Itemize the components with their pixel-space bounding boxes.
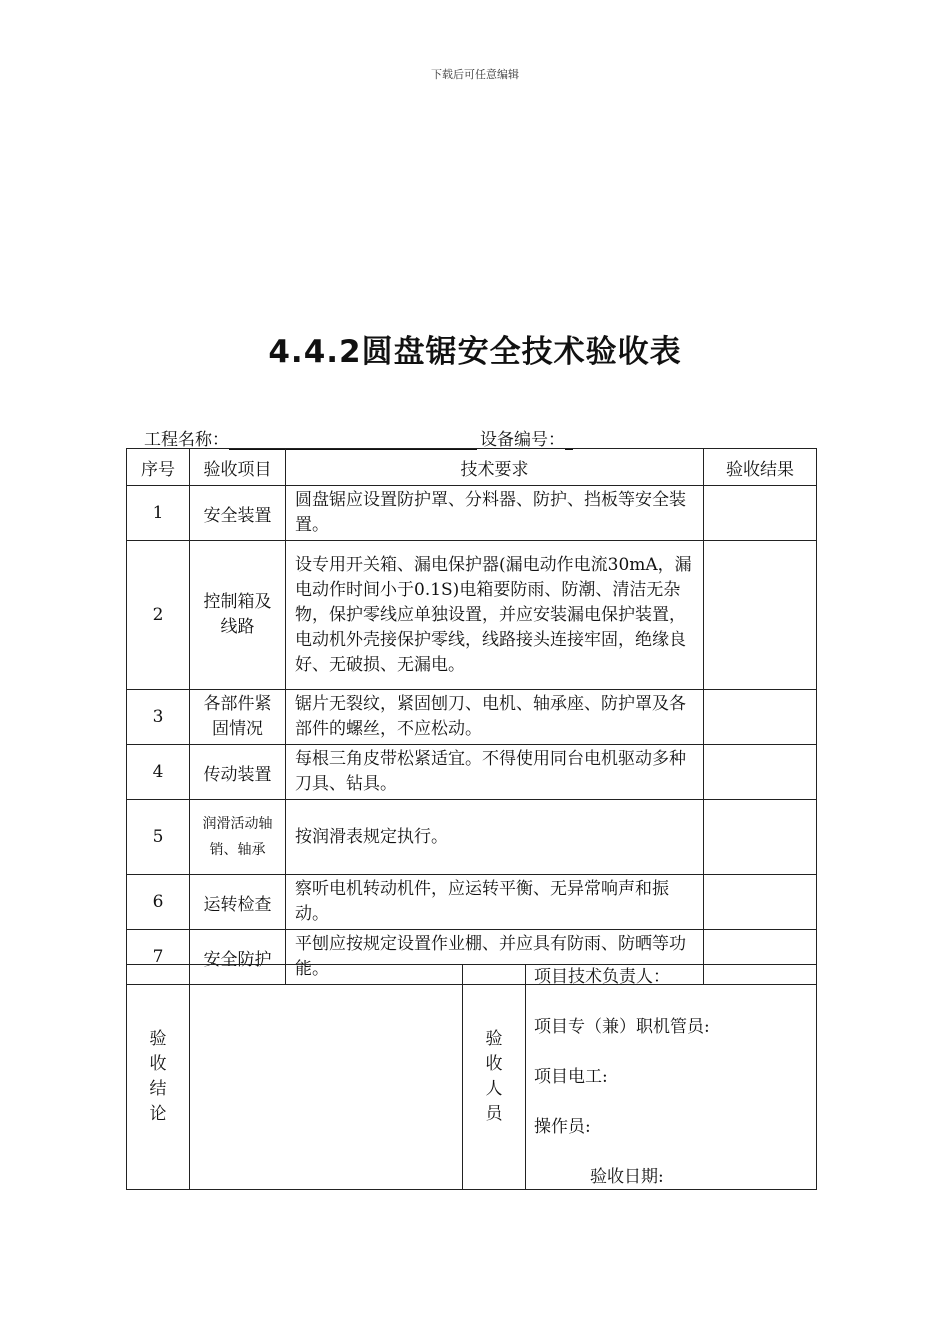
conclusion-label: 验收结论: [127, 965, 190, 1190]
row-no: 7: [127, 930, 190, 985]
row-result[interactable]: [704, 800, 817, 875]
project-name-label: 工程名称：: [144, 430, 229, 450]
table-row: [127, 875, 817, 930]
project-name-line: [144, 425, 477, 450]
personnel-label: 验收人员: [463, 965, 526, 1190]
device-number-line: [480, 425, 573, 450]
header-no: 序号: [127, 449, 190, 486]
row-no: 6: [127, 875, 190, 930]
row-item: 控制箱及线路: [190, 541, 286, 690]
row-result[interactable]: [704, 690, 817, 745]
table-row: [127, 745, 817, 800]
row-requirement: 每根三角皮带松紧适宜。不得使用同台电机驱动多种刀具、钻具。: [286, 745, 704, 800]
header-result: 验收结果: [704, 449, 817, 486]
page-title: 4.4.2圆盘锯安全技术验收表: [268, 334, 682, 370]
signer-operator: 操作员:: [534, 1117, 591, 1137]
row-result[interactable]: [704, 875, 817, 930]
signer-machine-manager: 项目专（兼）职机管员:: [534, 1017, 710, 1037]
row-item: 安全装置: [190, 486, 286, 541]
row-item: 各部件紧固情况: [190, 690, 286, 745]
row-requirement: 设专用开关箱、漏电保护器(漏电动作电流30mA，漏电动作时间小于0.1S)电箱要防雨、防潮、清洁无杂物，保护零线应单独设置，并应安装漏电保护装置，电动机外壳接保护零线，线路接头连接牢固，绝缘良好、无破损、无漏电。: [286, 541, 704, 690]
signer-electrician: 项目电工:: [534, 1067, 608, 1087]
row-result[interactable]: [704, 745, 817, 800]
row-result[interactable]: [704, 486, 817, 541]
row-requirement: 平刨应按规定设置作业棚、并应具有防雨、防晒等功能。: [286, 930, 704, 985]
row-no: 1: [127, 486, 190, 541]
row-result[interactable]: [704, 541, 817, 690]
device-number-label: 设备编号：: [480, 430, 565, 450]
table-row: [127, 541, 817, 690]
row-requirement: 锯片无裂纹，紧固刨刀、电机、轴承座、防护罩及各部件的螺丝，不应松动。: [286, 690, 704, 745]
row-requirement: 圆盘锯应设置防护罩、分料器、防护、挡板等安全装置。: [286, 486, 704, 541]
row-item: 运转检查: [190, 875, 286, 930]
row-item: 安全防护: [190, 930, 286, 985]
table-row: [127, 486, 817, 541]
conclusion-field[interactable]: [190, 965, 463, 1190]
signer-tech-lead: 项目技术负责人：: [534, 967, 670, 987]
table-header-row: [127, 449, 817, 486]
signers-cell: [526, 965, 817, 1190]
header-note: 下载后可任意编辑: [431, 68, 519, 81]
table-row: [127, 690, 817, 745]
row-item: 传动装置: [190, 745, 286, 800]
acceptance-table: [126, 448, 817, 985]
row-requirement: 按润滑表规定执行。: [286, 800, 704, 875]
header-requirement: 技术要求: [286, 449, 704, 486]
header-item: 验收项目: [190, 449, 286, 486]
row-item: 润滑活动轴销、轴承: [190, 800, 286, 875]
row-requirement: 察听电机转动机件，应运转平衡、无异常响声和振动。: [286, 875, 704, 930]
row-no: 2: [127, 541, 190, 690]
row-no: 3: [127, 690, 190, 745]
table-row: [127, 800, 817, 875]
row-no: 5: [127, 800, 190, 875]
row-no: 4: [127, 745, 190, 800]
acceptance-signoff-table: [126, 964, 817, 1190]
acceptance-date-label: 验收日期:: [590, 1167, 664, 1187]
